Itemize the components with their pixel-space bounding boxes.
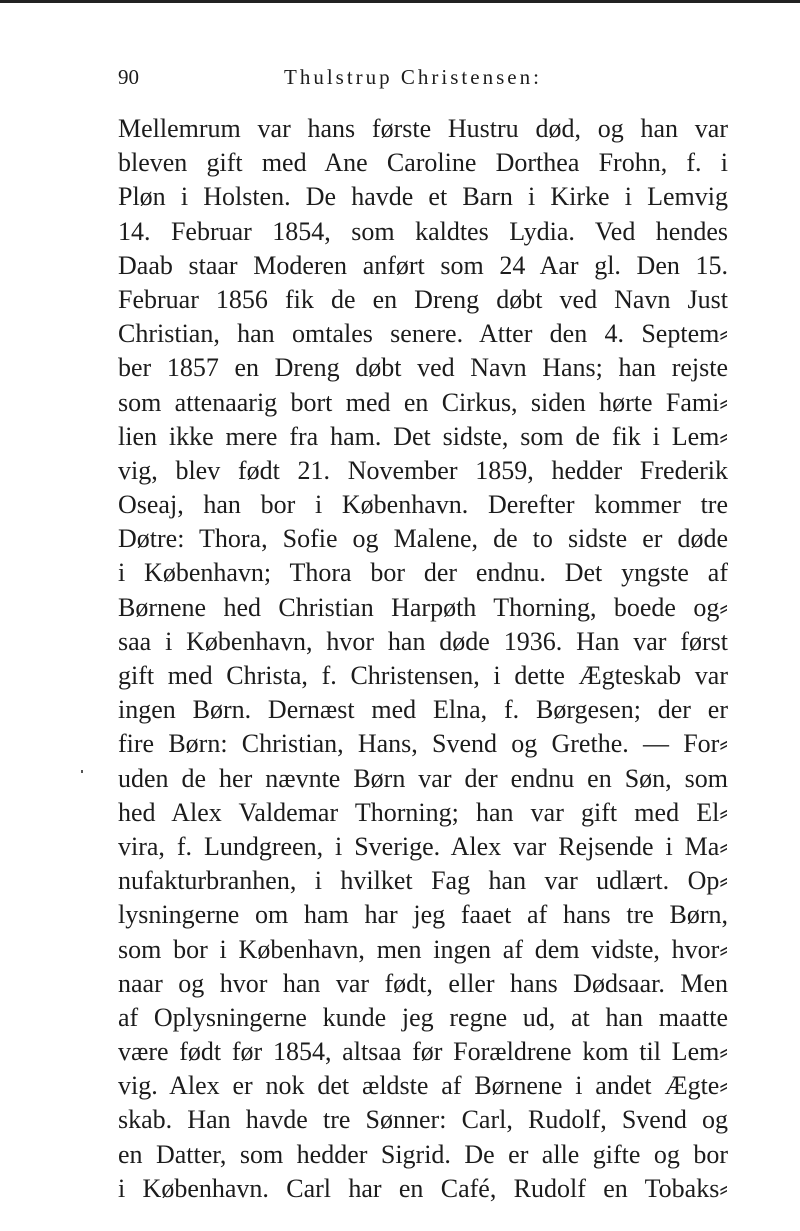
text-line: Pløn i Holsten. De havde et Barn i Kirke i Lemvig — [118, 182, 728, 212]
text-line: ingen Børn. Dernæst med Elna, f. Børgesen; der er — [118, 695, 728, 725]
text-line: 14. Februar 1854, som kaldtes Lydia. Ved hendes — [118, 216, 728, 246]
running-head: Thulstrup Christensen: — [284, 65, 542, 89]
text-line: i København; Thora bor der endnu. Det yngste af — [118, 558, 728, 588]
page-header — [118, 62, 728, 92]
text-line: vira, f. Lundgreen, i Sverige. Alex var Rejsende i Ma⸗ — [118, 831, 728, 861]
text-line: Børnene hed Christian Harpøth Thorning, boede og⸗ — [118, 592, 728, 622]
text-line: ber 1857 en Dreng døbt ved Navn Hans; han rejste — [118, 353, 728, 383]
text-line: være født før 1854, altsaa før Forældrene kom til Lem⸗ — [118, 1037, 728, 1067]
text-line: Døtre: Thora, Sofie og Malene, de to sidste er døde — [118, 524, 728, 554]
text-line: nufakturbranhen, i hvilket Fag han var udlært. Op⸗ — [118, 866, 728, 896]
text-line: skab. Han havde tre Sønner: Carl, Rudolf, Svend og — [118, 1105, 728, 1135]
text-line: i København. Carl har en Café, Rudolf en Tobaks⸗ — [118, 1173, 728, 1203]
text-line: fire Børn: Christian, Hans, Svend og Grethe. — For⸗ — [118, 729, 728, 759]
text-line: gift med Christa, f. Christensen, i dette Ægteskab var — [118, 661, 728, 690]
page-top-edge — [0, 0, 800, 3]
text-line: Oseaj, han bor i København. Derefter kommer tre — [118, 490, 728, 520]
text-line: hed Alex Valdemar Thorning; han var gift med El⸗ — [118, 797, 728, 827]
text-line: som bor i København, men ingen af dem vidste, hvor⸗ — [118, 934, 728, 964]
text-line: Daab staar Moderen anført som 24 Aar gl. Den 15. — [118, 250, 728, 280]
text-line: bleven gift med Ane Caroline Dorthea Frohn, f. i — [118, 148, 728, 178]
text-line: Mellemrum var hans første Hustru død, og han var — [118, 114, 728, 143]
text-line: saa i København, hvor han døde 1936. Han var først — [118, 626, 728, 656]
text-line: som attenaarig bort med en Cirkus, siden hørte Fami⸗ — [118, 387, 728, 417]
text-line: lysningerne om ham har jeg faaet af hans tre Børn, — [118, 900, 728, 930]
text-line: Christian, han omtales senere. Atter den 4. Septem⸗ — [118, 319, 728, 349]
text-line: lien ikke mere fra ham. Det sidste, som de fik i Lem⸗ — [118, 421, 728, 451]
page-number: 90 — [118, 65, 139, 89]
text-line: uden de her nævnte Børn var der endnu en Søn, som — [118, 763, 728, 793]
text-line: naar og hvor han var født, eller hans Dødsaar. Men — [118, 968, 728, 998]
text-line: af Oplysningerne kunde jeg regne ud, at han maatte — [118, 1002, 728, 1032]
text-line: vig, blev født 21. November 1859, hedder Frederik — [118, 455, 728, 485]
text-line: vig. Alex er nok det ældste af Børnene i andet Ægte⸗ — [118, 1071, 728, 1101]
text-line: Februar 1856 fik de en Dreng døbt ved Navn Just — [118, 284, 728, 314]
print-speck — [81, 770, 83, 773]
text-line: en Datter, som hedder Sigrid. De er alle gifte og bor — [118, 1139, 728, 1169]
body-text — [118, 112, 728, 1206]
